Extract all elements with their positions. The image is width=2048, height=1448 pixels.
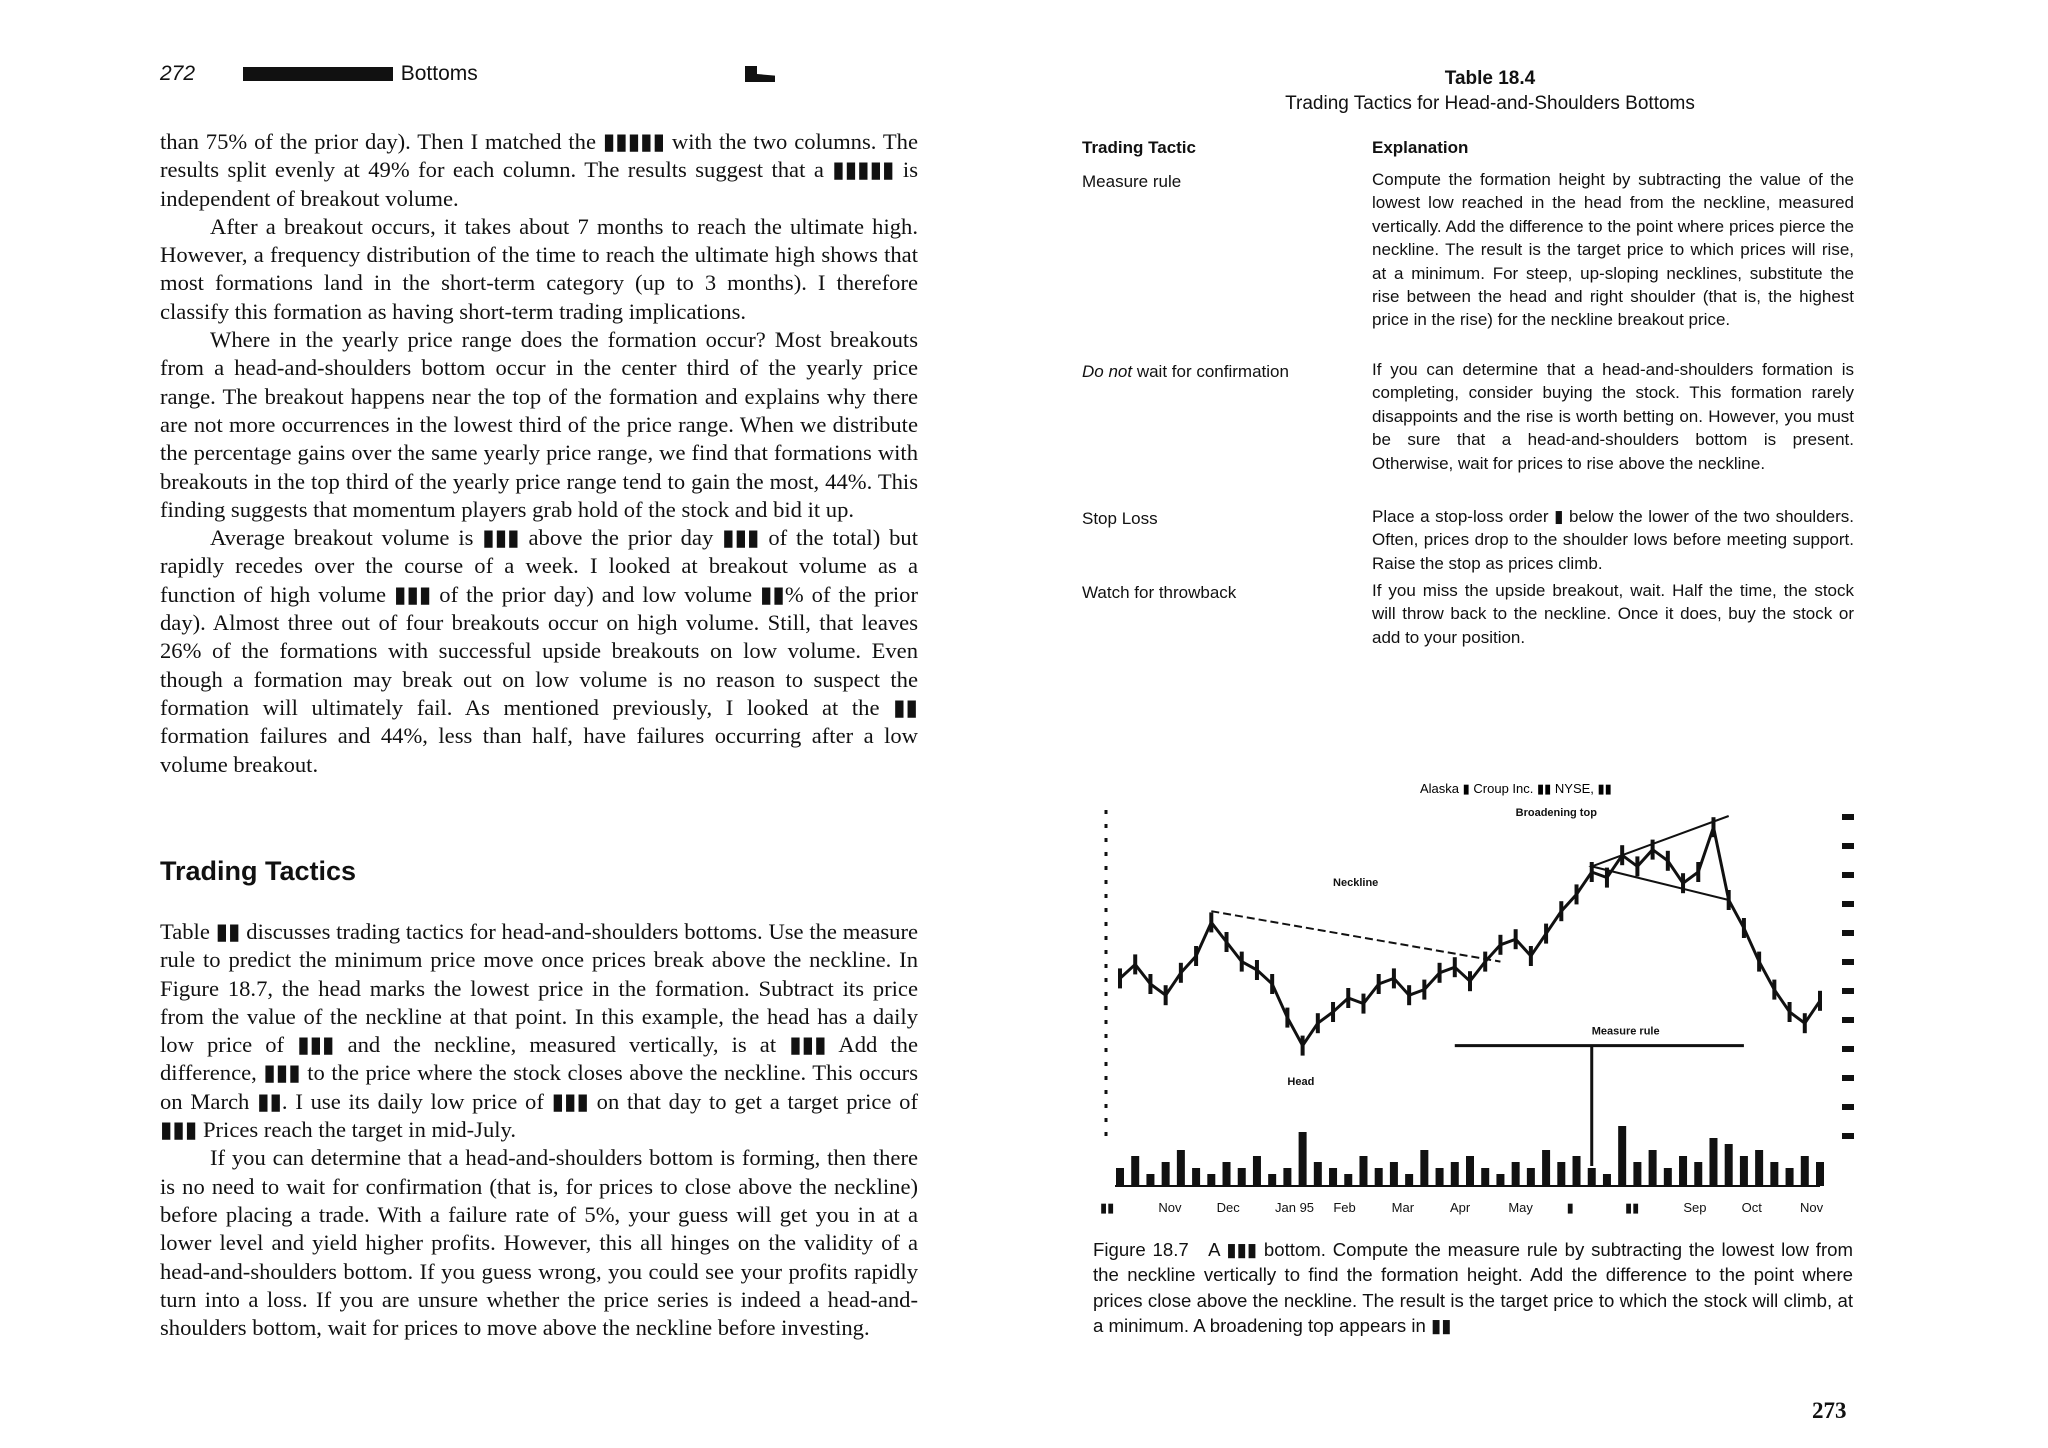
neckline xyxy=(1211,911,1500,961)
volume-bar xyxy=(1770,1162,1778,1186)
y-tick-mark xyxy=(1842,1046,1854,1052)
annotation-label: Neckline xyxy=(1333,877,1379,889)
volume-bar xyxy=(1146,1174,1154,1186)
volume-bar xyxy=(1314,1162,1322,1186)
volume-bar xyxy=(1512,1162,1520,1186)
price-volume-chart xyxy=(1090,776,1870,1226)
y-tick-mark xyxy=(1842,959,1854,965)
volume-bar xyxy=(1177,1150,1185,1186)
x-tick-label: Dec xyxy=(1216,1200,1240,1215)
paragraph: Table ▮▮ discusses trading tactics for head-and-shoulders bottoms. Use the measure rule to predict the minimum price move once prices break above the neckline. In Figure 18.7, the head marks the lowest price in the formation. Subtract its price from the value of the neckline at that point. In this example, the head has a daily low price of ▮▮▮ and the neckline, measured vertically, is at ▮▮▮ Add the difference, ▮▮▮ to the price where the stock closes above the neckline. This occurs on March ▮▮. I use its daily low price of ▮▮▮ on that day to get a target price of ▮▮▮ Prices reach the target in mid-July. xyxy=(160,919,918,1143)
volume-bar xyxy=(1725,1144,1733,1186)
x-tick-label: Mar xyxy=(1391,1200,1415,1215)
x-tick-label: ▮ xyxy=(1566,1200,1574,1215)
table-cell-explanation: Compute the formation height by subtracting the value of the lowest low reached in the head from the neckline, measured vertically. Add the difference to the point where prices pierce the neckline. The result is the target price to which prices will rise, at a minimum. For steep, up-sloping necklines, substitute the rise between the head and right shoulder (that is, the highest price in the rise) for the neckline breakout price. xyxy=(1372,170,1854,330)
volume-bar xyxy=(1192,1168,1200,1186)
volume-bar xyxy=(1527,1168,1535,1186)
table-cell-tactic xyxy=(1082,362,1362,382)
volume-layer xyxy=(1115,1126,1824,1186)
annotation-label: Measure rule xyxy=(1591,1025,1660,1038)
table-cell-explanation: If you can determine that a head-and-shoulders formation is completing, consider buying the stock. This formation rarely disappoints and the rise is worth betting on. However, you must be sure that a head-and-shoulders bottom is present. Otherwise, wait for prices to rise above the neckline. xyxy=(1372,360,1854,473)
volume-bar xyxy=(1755,1150,1763,1186)
y-tick-mark xyxy=(1842,1075,1854,1081)
volume-bar xyxy=(1679,1156,1687,1186)
x-tick-label: ▮▮ xyxy=(1625,1200,1640,1215)
page-number-left: 272 xyxy=(160,62,196,85)
table-number: Table 18.4 xyxy=(1444,68,1536,89)
volume-bar xyxy=(1359,1156,1367,1186)
paragraph: than 75% of the prior day). Then I matched the ▮▮▮▮▮ with the two columns. The results split evenly at 49% for each column. The results suggest that a ▮▮▮▮▮ is independent of breakout volume. xyxy=(160,129,918,211)
annotation-label: Broadening top xyxy=(1515,807,1597,819)
y-tick-mark xyxy=(1842,930,1854,936)
x-tick-label: Jan 95 xyxy=(1275,1200,1315,1215)
body-text-section-1 xyxy=(160,128,918,779)
volume-bar xyxy=(1801,1156,1809,1186)
volume-bar xyxy=(1207,1174,1215,1186)
y-axis-ticks xyxy=(1842,814,1854,1139)
volume-bar xyxy=(1283,1168,1291,1186)
volume-bar xyxy=(1131,1156,1139,1186)
emphasis: Do not xyxy=(1082,362,1133,381)
volume-bar xyxy=(1709,1138,1717,1186)
section-heading: Trading Tactics xyxy=(160,856,357,886)
volume-bar xyxy=(1816,1162,1824,1186)
x-tick-label: Sep xyxy=(1683,1200,1707,1215)
volume-bar xyxy=(1162,1162,1170,1186)
y-tick-mark xyxy=(1842,1133,1854,1139)
volume-bar xyxy=(1375,1168,1383,1186)
paragraph: Where in the yearly price range does the formation occur? Most breakouts from a head-and-shoulders bottom occur in the center third of the yearly price range. The breakout happens near the top of the formation and explains why there are not more occurrences in the lowest third of the price range. When we distribute the percentage gains over the same yearly price range, we find that formations with breakouts in the top third of the yearly price range tend to gain the most, 44%. This finding suggests that momentum players grab hold of the stock and bid it up. xyxy=(160,327,918,522)
volume-bar xyxy=(1649,1150,1657,1186)
volume-bar xyxy=(1664,1168,1672,1186)
volume-bar xyxy=(1557,1162,1565,1186)
figure-label: Figure 18.7 xyxy=(1093,1239,1189,1260)
table-cell-explanation: If you miss the upside breakout, wait. Half the time, the stock will throw back to the neckline. Once it does, buy the stock or add to your position. xyxy=(1372,581,1854,647)
annotation-label: Head xyxy=(1287,1075,1315,1088)
volume-bar xyxy=(1603,1174,1611,1186)
volume-bar xyxy=(1344,1174,1352,1186)
table-title: Trading Tactics for Head-and-Shoulders Bottoms xyxy=(1285,93,1695,114)
tactic-text: wait for confirmation xyxy=(1132,362,1289,381)
volume-bar xyxy=(1436,1168,1444,1186)
volume-bar xyxy=(1420,1150,1428,1186)
page-number-right: 273 xyxy=(1812,1398,1847,1423)
y-tick-mark xyxy=(1842,1104,1854,1110)
volume-bar xyxy=(1116,1168,1124,1186)
y-tick-mark xyxy=(1842,901,1854,907)
table-cell-tactic: Watch for throwback xyxy=(1082,583,1237,602)
volume-bar xyxy=(1466,1156,1474,1186)
volume-bar xyxy=(1618,1126,1626,1186)
price-layer xyxy=(1120,817,1820,1055)
volume-bar xyxy=(1223,1162,1231,1186)
table-cell-tactic: Measure rule xyxy=(1082,172,1182,191)
y-tick-mark xyxy=(1842,872,1854,878)
running-head xyxy=(160,62,478,86)
volume-bar xyxy=(1740,1156,1748,1186)
volume-bar xyxy=(1633,1162,1641,1186)
table-header-explanation: Explanation xyxy=(1372,138,1469,157)
scan-artifact-glyph xyxy=(745,66,775,82)
x-axis-ticks xyxy=(1100,1200,1824,1215)
volume-bar xyxy=(1573,1156,1581,1186)
volume-bar xyxy=(1405,1174,1413,1186)
table-cell-explanation: Place a stop-loss order ▮ below the lower of the two shoulders. Often, prices drop to the shoulder lows before meeting support. Raise the stop as prices climb. xyxy=(1372,507,1854,573)
volume-bar xyxy=(1268,1174,1276,1186)
table-header-tactic: Trading Tactic xyxy=(1082,138,1196,157)
paragraph: After a breakout occurs, it takes about 7 months to reach the ultimate high. However, a frequency distribution of the time to reach the ultimate high shows that most formations land in the short-term category (up to 3 months). I therefore classify this formation as having short-term trading implications. xyxy=(160,213,918,324)
body-text-section-2 xyxy=(160,918,918,1342)
figure-caption-text: A ▮▮▮ bottom. Compute the measure rule by subtracting the lowest low from the neckline vertically to find the formation height. Add the difference to the point where prices close above the neckline. The result is the target price to which the stock will climb, at a minimum. A broadening top appears in ▮▮ xyxy=(1093,1239,1853,1336)
volume-bar xyxy=(1786,1168,1794,1186)
broadening-top-outline xyxy=(1592,816,1729,900)
volume-bar xyxy=(1299,1132,1307,1186)
obscured-title-text xyxy=(243,67,393,81)
y-tick-mark xyxy=(1842,814,1854,820)
volume-bar xyxy=(1329,1168,1337,1186)
chart-title: Alaska ▮ Croup Inc. ▮▮ NYSE, ▮▮ xyxy=(1420,781,1612,796)
x-tick-label: Apr xyxy=(1450,1200,1471,1215)
annotation-layer xyxy=(1211,807,1744,1166)
volume-bar xyxy=(1390,1162,1398,1186)
paragraph: If you can determine that a head-and-shoulders bottom is forming, then there is no need to wait for confirmation (that is, for prices to close above the neckline) before placing a trade. With a failure rate of 5%, your guess will get you in at a lower level and yield higher profits. However, this all hinges on the validity of a head-and-shoulders bottom. If you guess wrong, you could see your profits rapidly turn into a loss. If you are unsure whether the price series is indeed a head-and-shoulders bottom, wait for prices to move above the neckline before investing. xyxy=(160,1145,918,1341)
volume-bar xyxy=(1588,1168,1596,1186)
x-tick-label: ▮▮ xyxy=(1100,1200,1115,1215)
running-head-title: Bottoms xyxy=(400,62,478,85)
figure-caption xyxy=(1093,1237,1853,1338)
y-tick-mark xyxy=(1842,1017,1854,1023)
volume-bar xyxy=(1694,1162,1702,1186)
x-tick-label: Nov xyxy=(1158,1200,1182,1215)
x-tick-label: May xyxy=(1508,1200,1533,1215)
x-tick-label: Oct xyxy=(1741,1200,1762,1215)
x-tick-label: Feb xyxy=(1333,1200,1356,1215)
volume-bar xyxy=(1496,1174,1504,1186)
volume-bar xyxy=(1451,1162,1459,1186)
volume-bar xyxy=(1253,1156,1261,1186)
volume-bar xyxy=(1238,1168,1246,1186)
x-tick-label: Nov xyxy=(1800,1200,1824,1215)
table-caption xyxy=(1080,66,1900,116)
table-cell-tactic: Stop Loss xyxy=(1082,509,1158,528)
y-tick-mark xyxy=(1842,988,1854,994)
y-tick-mark xyxy=(1842,843,1854,849)
volume-bar xyxy=(1481,1168,1489,1186)
volume-bar xyxy=(1542,1150,1550,1186)
figure-18-7-chart xyxy=(1090,776,1870,1226)
paragraph: Average breakout volume is ▮▮▮ above the prior day ▮▮▮ of the total) but rapidly recedes over the course of a week. I looked at breakout volume as a function of high volume ▮▮▮ of the prior day) and low volume ▮▮% of the prior day). Almost three out of four breakouts occur on high volume. Still, that leaves 26% of the formations with successful upside breakouts on low volume. Even though a formation may break out on low volume is no reason to suspect the formation will ultimately fail. As mentioned previously, I looked at the ▮▮ formation failures and 44%, less than half, have failures occurring after a low volume breakout. xyxy=(160,525,918,777)
